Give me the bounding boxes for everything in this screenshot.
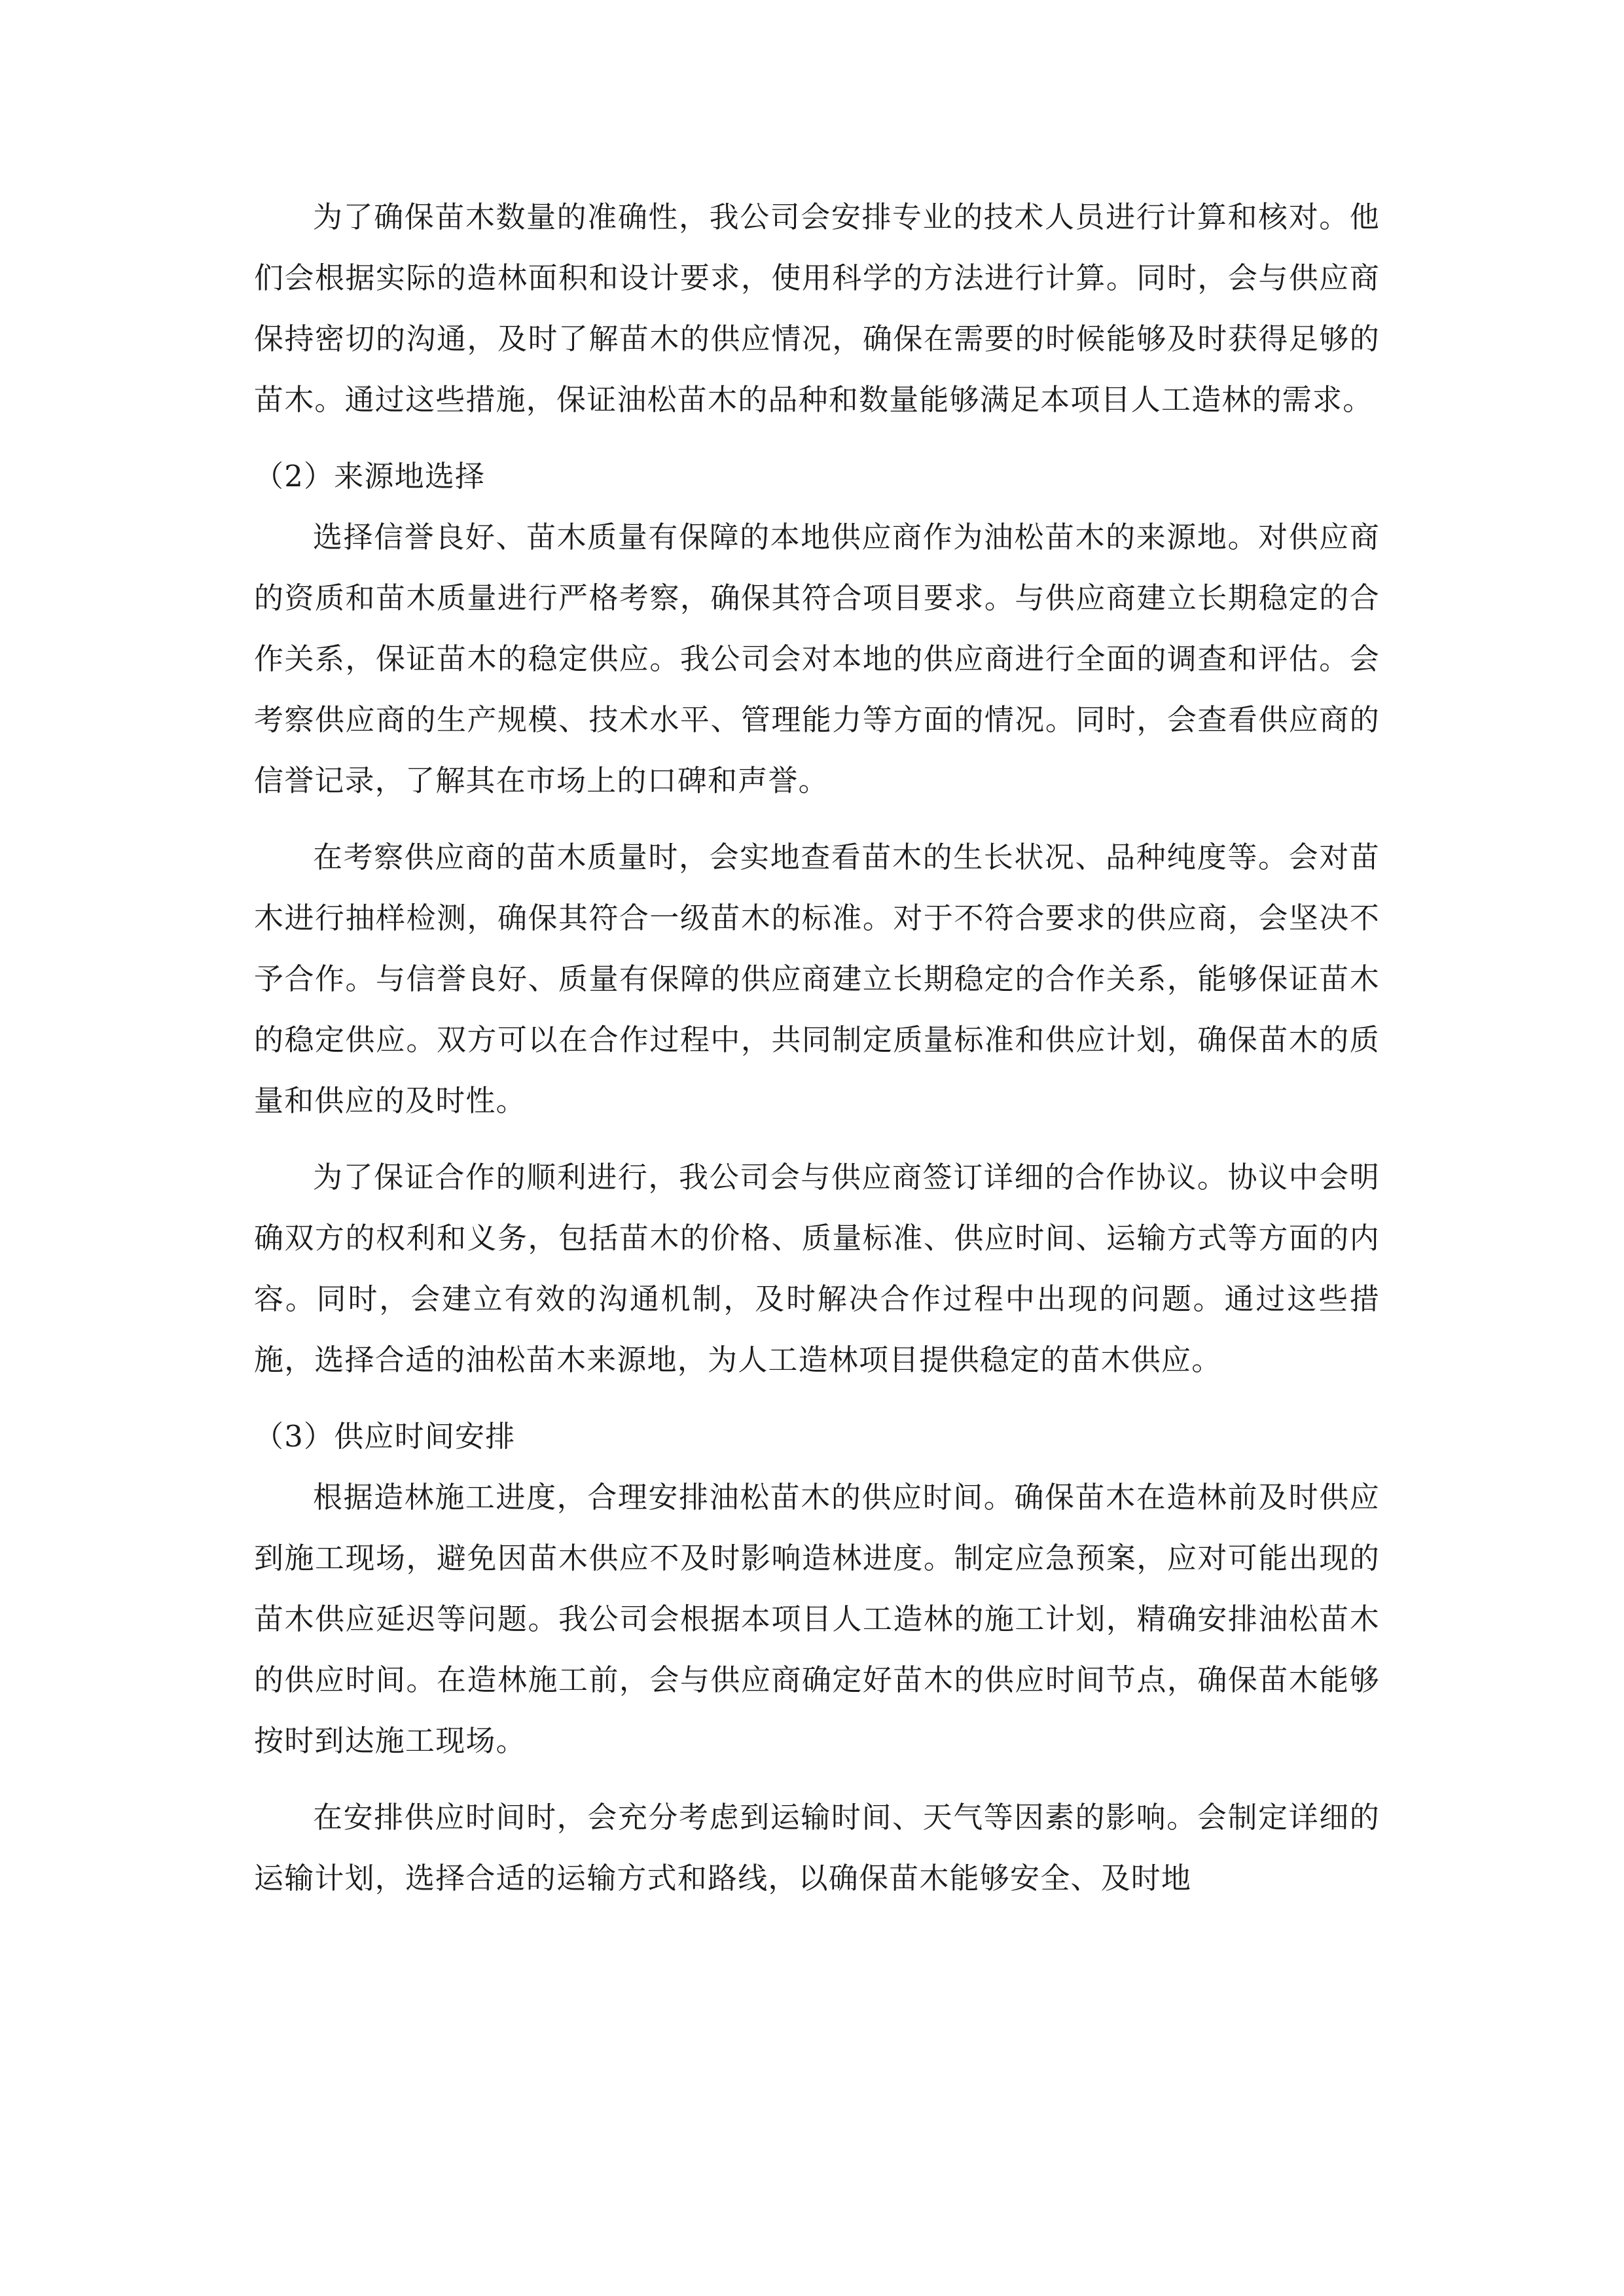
paragraph-seedling-quantity: 为了确保苗木数量的准确性，我公司会安排专业的技术人员进行计算和核对。他们会根据实际的造林面积和设计要求，使用科学的方法进行计算。同时，会与供应商保持密切的沟通，及时了解苗木的供应情况，确保在需要的时候能够及时获得足够的苗木。通过这些措施，保证油松苗木的品种和数量能够满足本项目人工造林的需求。 [254,200,1380,417]
paragraph-transport-plan: 在安排供应时间时，会充分考虑到运输时间、天气等因素的影响。会制定详细的运输计划，选择合适的运输方式和路线，以确保苗木能够安全、及时地 [254,1800,1380,1895]
section-heading-supply-schedule: （3）供应时间安排 [254,1419,516,1454]
paragraph-supply-schedule: 根据造林施工进度，合理安排油松苗木的供应时间。确保苗木在造林前及时供应到施工现场，避免因苗木供应不及时影响造林进度。制定应急预案，应对可能出现的苗木供应延迟等问题。我公司会根据本项目人工造林的施工计划，精确安排油松苗木的供应时间。在造林施工前，会与供应商确定好苗木的供应时间节点，确保苗木能够按时到达施工现场。 [254,1480,1380,1758]
section-heading-source-selection: （2）来源地选择 [254,459,486,493]
document-body [254,187,1380,1924]
paragraph-source-selection: 选择信誉良好、苗木质量有保障的本地供应商作为油松苗木的来源地。对供应商的资质和苗木质量进行严格考察，确保其符合项目要求。与供应商建立长期稳定的合作关系，保证苗木的稳定供应。我公司会对本地的供应商进行全面的调查和评估。会考察供应商的生产规模、技术水平、管理能力等方面的情况。同时，会查看供应商的信誉记录，了解其在市场上的口碑和声誉。 [254,520,1380,798]
paragraph-cooperation-agreement: 为了保证合作的顺利进行，我公司会与供应商签订详细的合作协议。协议中会明确双方的权利和义务，包括苗木的价格、质量标准、供应时间、运输方式等方面的内容。同时，会建立有效的沟通机制，及时解决合作过程中出现的问题。通过这些措施，选择合适的油松苗木来源地，为人工造林项目提供稳定的苗木供应。 [254,1160,1380,1377]
paragraph-supplier-quality: 在考察供应商的苗木质量时，会实地查看苗木的生长状况、品种纯度等。会对苗木进行抽样检测，确保其符合一级苗木的标准。对于不符合要求的供应商，会坚决不予合作。与信誉良好、质量有保障的供应商建立长期稳定的合作关系，能够保证苗木的稳定供应。双方可以在合作过程中，共同制定质量标准和供应计划，确保苗木的质量和供应的及时性。 [254,840,1380,1118]
